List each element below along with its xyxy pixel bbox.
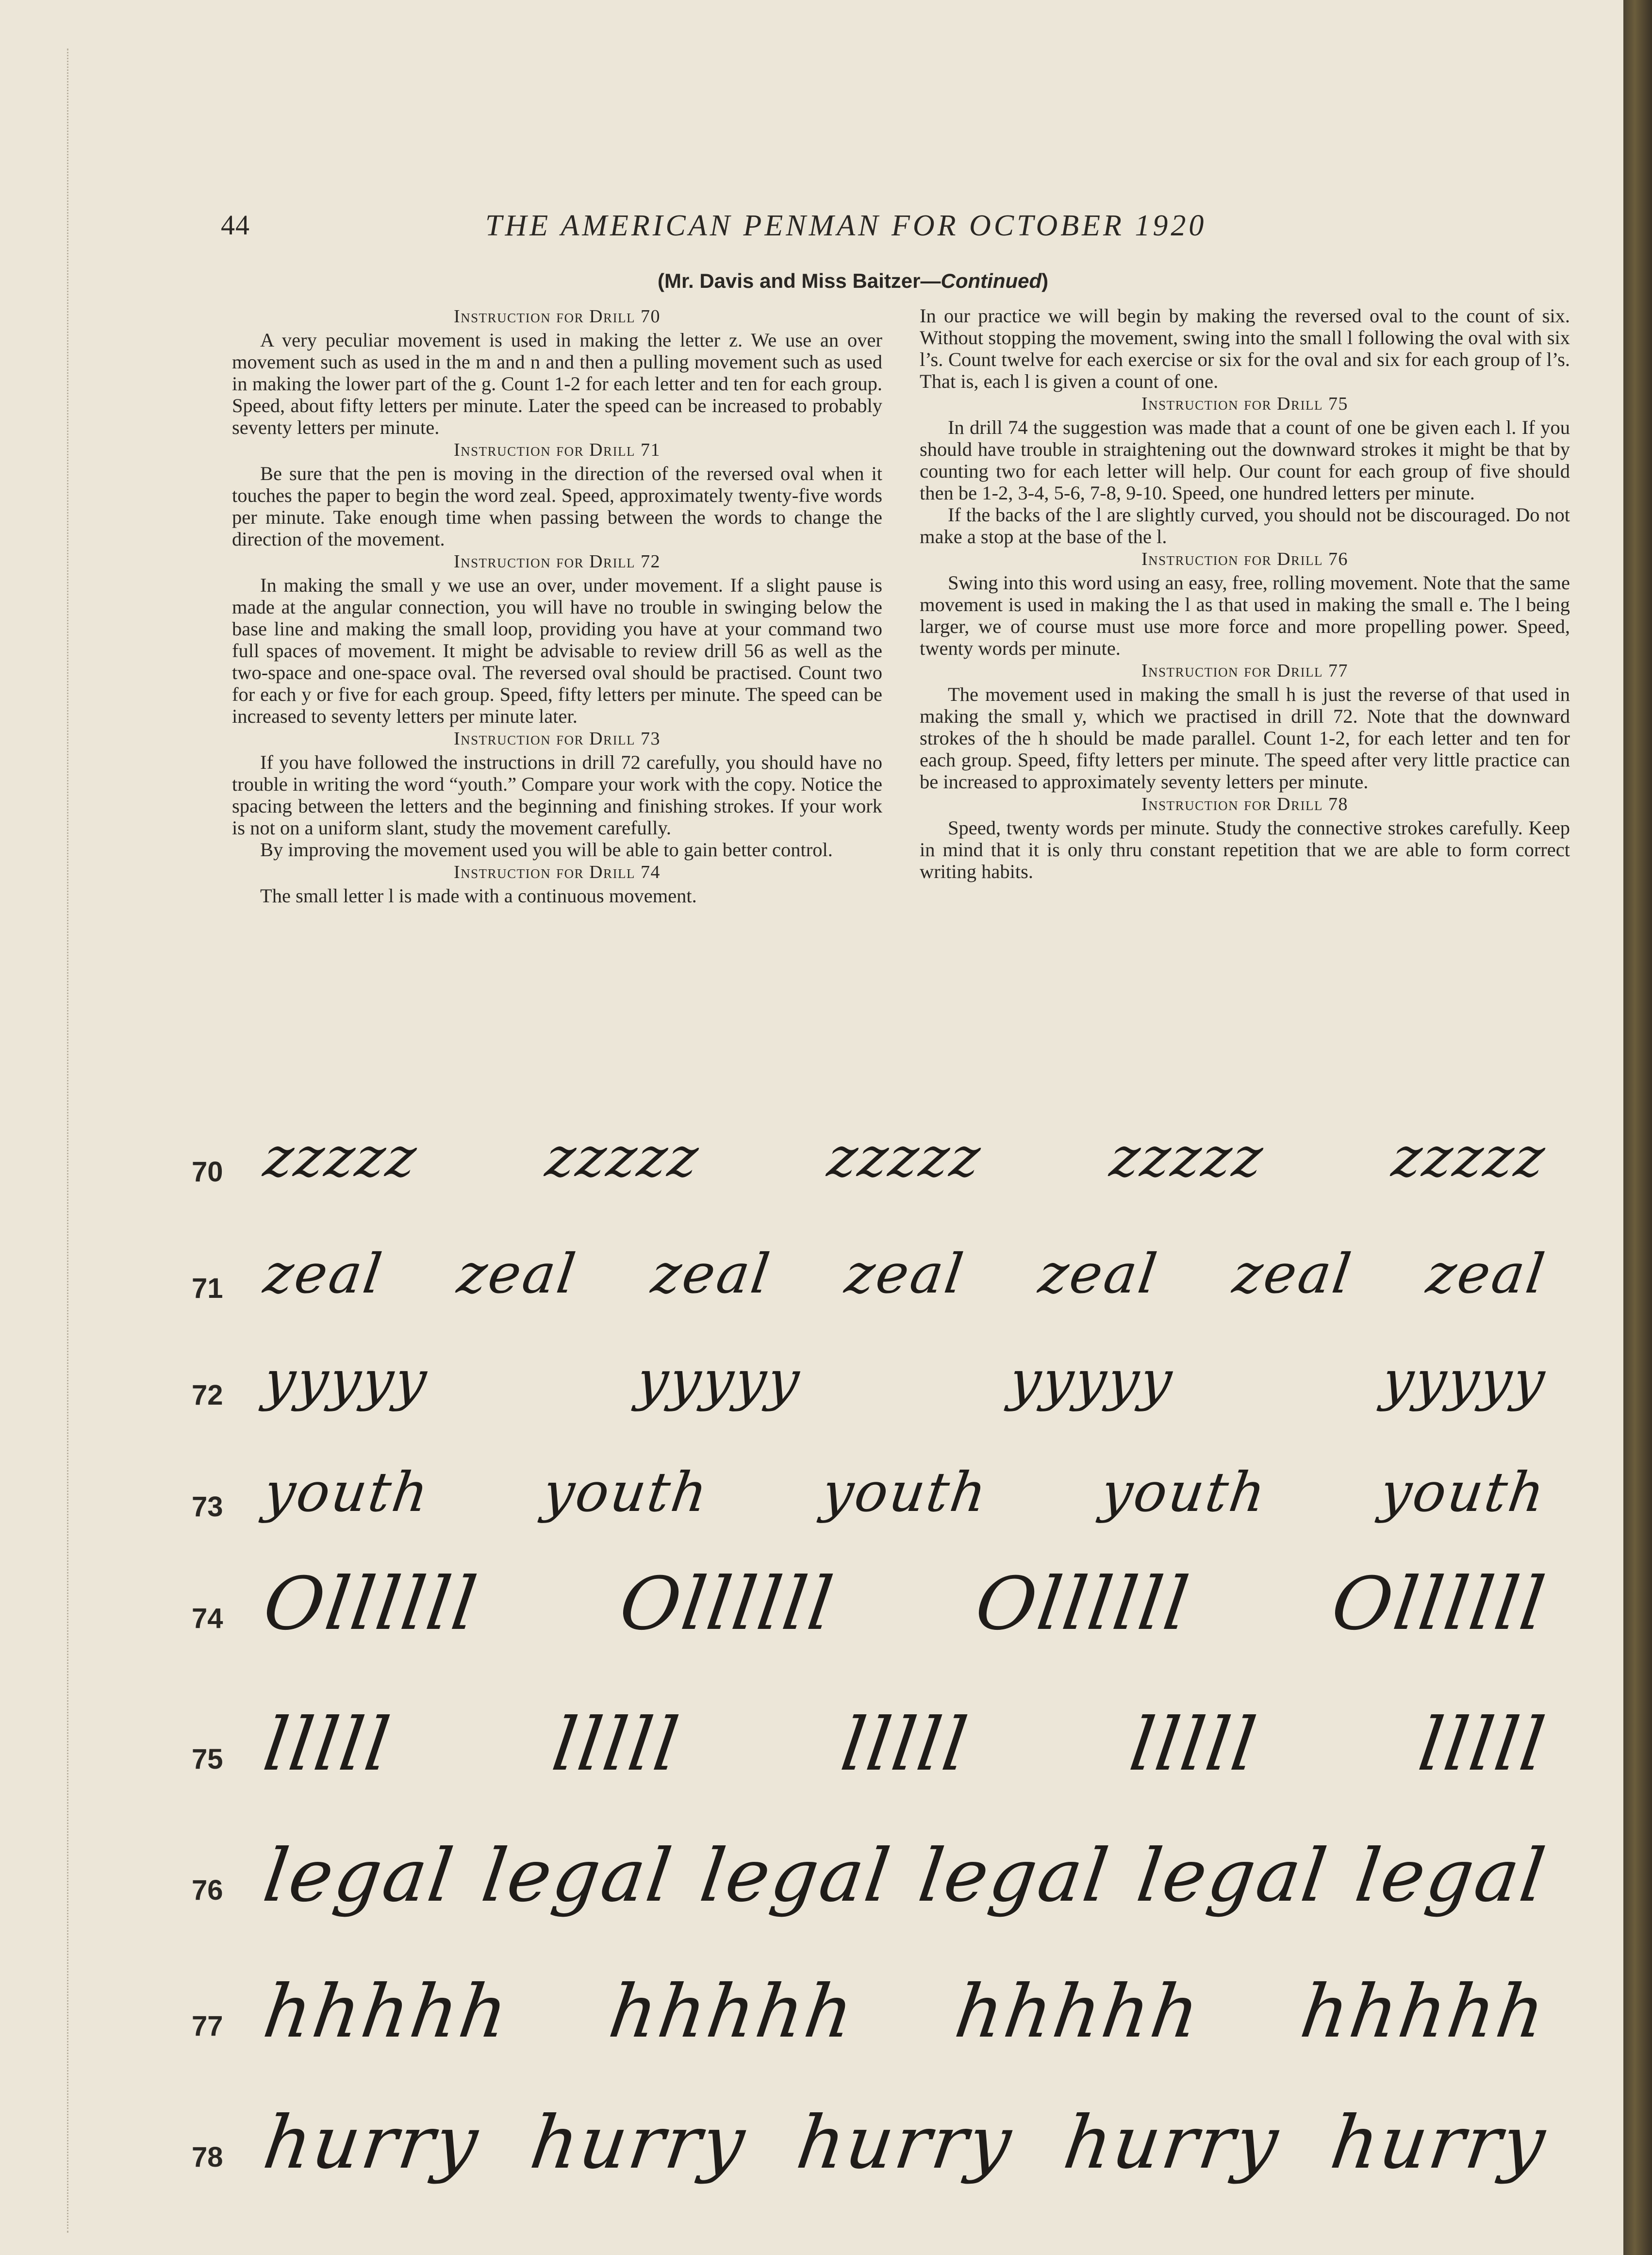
script-group: legal — [695, 1834, 897, 1918]
drill-72-heading: Instruction for Drill 72 — [453, 551, 661, 572]
script-group: zeal — [1035, 1243, 1163, 1306]
drill-76-paragraph: Swing into this word using an easy, free, rolling movement. Note that the same movement is used in making the l as that used in making the small e. The l being larger, we of course must use more force and more propelling power. Speed, twenty words per minute. — [920, 572, 1570, 659]
script-group: legal — [1350, 1834, 1552, 1918]
script-group: yyyyy — [1005, 1349, 1178, 1412]
script-group: yyyyy — [632, 1349, 805, 1412]
script-group: Ollllll — [614, 1562, 840, 1646]
script-group: Ollllll — [971, 1562, 1196, 1646]
script-group: yyyyy — [1378, 1349, 1551, 1412]
byline-names: (Mr. Davis and Miss Baitzer— — [658, 269, 941, 292]
drill-75-heading: Instruction for Drill 75 — [1141, 394, 1349, 414]
running-title: THE AMERICAN PENMAN FOR OCTOBER 1920 — [485, 209, 1207, 242]
script-group: youth — [1376, 1461, 1551, 1524]
drill-number: 78 — [192, 2141, 223, 2173]
drill-73-paragraph: If you have followed the instructions in drill 72 carefully, you should have no trouble in writing the word “youth.” Compare your work with the copy. Notice the spacing between the letters and the beginning and finishing strokes. If your work is not on a uniform slant, study the movement carefully. — [232, 751, 882, 839]
script-group: zeal — [1422, 1243, 1551, 1306]
script-group: legal — [258, 1834, 460, 1918]
page-number: 44 — [221, 209, 250, 241]
article-byline — [658, 269, 1191, 293]
script-specimen — [260, 1340, 1551, 1422]
script-group: hurry — [1058, 2101, 1285, 2185]
drill-number: 75 — [192, 1743, 223, 1775]
script-group: hhhhh — [604, 1970, 860, 2054]
script-group: hhhhh — [950, 1970, 1206, 2054]
script-specimen — [258, 1562, 1552, 1646]
drill-row-78 — [192, 2101, 1552, 2185]
script-group: lllll — [1124, 1703, 1263, 1787]
script-group: youth — [818, 1461, 992, 1524]
left-column — [232, 305, 882, 907]
script-group: hurry — [1325, 2101, 1552, 2185]
drill-number: 72 — [192, 1379, 223, 1411]
script-specimen — [258, 1834, 1552, 1918]
script-group: zzzzz — [260, 1126, 422, 1189]
script-specimen — [260, 1233, 1551, 1315]
script-group: legal — [913, 1834, 1115, 1918]
next-page-edge — [1623, 0, 1652, 2255]
drill-77-heading: Instruction for Drill 77 — [1141, 661, 1349, 681]
drill-row-72 — [192, 1340, 1551, 1422]
drill-71-heading: Instruction for Drill 71 — [453, 440, 661, 460]
script-group: hurry — [258, 2101, 485, 2185]
script-group: hhhhh — [258, 1970, 515, 2054]
drill-77-paragraph: The movement used in making the small h is just the reverse of that used in making the small y, which we practised in drill 72. Note that the downward strokes of the h should be made parallel. Count 1-2, for each letter and ten for each group. Speed, fifty letters per minute. The speed after very little practice can be increased to approximately seventy letters per minute. — [920, 683, 1570, 793]
script-specimen — [260, 1451, 1551, 1534]
script-group: lllll — [258, 1703, 397, 1787]
drill-row-73 — [192, 1451, 1551, 1534]
drill-75-paragraph: If the backs of the l are slightly curved, you should not be discouraged. Do not make a stop at the base of the l. — [920, 504, 1570, 547]
drill-row-75 — [192, 1703, 1552, 1787]
drill-71-paragraph: Be sure that the pen is moving in the direction of the reversed oval when it touches the paper to begin the word zeal. Speed, approximately twenty-five words per minute. Take enough time when passing between the words to change the direction of the movement. — [232, 463, 882, 550]
drill-number: 74 — [192, 1603, 223, 1634]
page-header — [221, 209, 1327, 262]
script-group: zeal — [647, 1243, 775, 1306]
script-group: lllll — [547, 1703, 686, 1787]
drill-number: 77 — [192, 2010, 223, 2042]
drill-70-heading: Instruction for Drill 70 — [453, 306, 661, 327]
script-group: youth — [260, 1461, 434, 1524]
script-group: zzzzz — [1388, 1126, 1551, 1189]
script-group: hurry — [792, 2101, 1018, 2185]
drill-78-heading: Instruction for Drill 78 — [1141, 794, 1349, 814]
script-group: zeal — [1229, 1243, 1356, 1306]
script-group: youth — [539, 1461, 713, 1524]
script-group: Ollllll — [258, 1562, 484, 1646]
drill-74-heading: Instruction for Drill 74 — [453, 862, 661, 882]
script-specimen — [258, 1703, 1552, 1787]
drill-70-paragraph: A very peculiar movement is used in making the letter z. We use an over movement such as used in the m and n and then a pulling movement such as used in making the lower part of the g. Count 1-2 for each letter and ten for each group. Speed, about fifty letters per minute. Later the speed can be increased to probably seventy letters per minute. — [232, 329, 882, 438]
byline-continued: Continued — [941, 269, 1042, 292]
drill-row-70 — [192, 1116, 1551, 1199]
binding-dotted-line — [67, 49, 68, 2233]
script-group: Ollllll — [1326, 1562, 1552, 1646]
right-column — [920, 305, 1570, 882]
script-group: hhhhh — [1295, 1970, 1552, 2054]
script-group: legal — [1132, 1834, 1334, 1918]
drill-78-paragraph: Speed, twenty words per minute. Study the connective strokes carefully. Keep in mind that it is only thru constant repetition that we are able to form correct writing habits. — [920, 817, 1570, 882]
script-specimen — [260, 1116, 1551, 1199]
byline-close: ) — [1041, 269, 1049, 292]
drill-row-71 — [192, 1233, 1551, 1315]
script-group: zzzzz — [1106, 1126, 1268, 1189]
script-specimen — [258, 2101, 1552, 2185]
drill-72-paragraph: In making the small y we use an over, under movement. If a slight pause is made at the angular connection, you will have no trouble in swinging below the base line and making the small loop, providing you have at your command two full spaces of movement. It might be advisable to review drill 56 as well as the two-space and one-space oval. The reversed oval should be practised. Count two for each y or five for each group. Speed, fifty letters per minute. The speed can be increased to seventy letters per minute later. — [232, 574, 882, 727]
script-group: zeal — [841, 1243, 969, 1306]
script-group: hurry — [525, 2101, 752, 2185]
drill-number: 73 — [192, 1491, 223, 1523]
drill-row-77 — [192, 1970, 1552, 2054]
drill-74-continuation: In our practice we will begin by making the reversed oval to the count of six. Without stopping the movement, swing into the small l following the oval with six l’s. Count twelve for each exercise or six for the oval and six for each group of l’s. That is, each l is given a count of one. — [920, 305, 1570, 392]
script-group: lllll — [1413, 1703, 1552, 1787]
script-group: yyyyy — [260, 1349, 432, 1412]
drill-number: 76 — [192, 1874, 223, 1906]
script-group: youth — [1097, 1461, 1272, 1524]
drill-76-heading: Instruction for Drill 76 — [1141, 549, 1349, 569]
script-group: zzzzz — [824, 1126, 986, 1189]
script-group: zeal — [260, 1243, 388, 1306]
drill-74-paragraph: The small letter l is made with a continuous movement. — [260, 885, 697, 907]
drill-73-heading: Instruction for Drill 73 — [453, 729, 661, 749]
script-group: zzzzz — [542, 1126, 704, 1189]
drill-row-74 — [192, 1562, 1552, 1646]
script-specimen — [258, 1970, 1552, 2054]
drill-number: 70 — [192, 1156, 223, 1188]
script-group: zeal — [454, 1243, 581, 1306]
drill-row-76 — [192, 1834, 1552, 1918]
drill-73-paragraph: By improving the movement used you will be able to gain better control. — [260, 839, 833, 861]
script-group: lllll — [836, 1703, 975, 1787]
drill-number: 71 — [192, 1273, 223, 1304]
script-group: legal — [477, 1834, 678, 1918]
drill-75-paragraph: In drill 74 the suggestion was made that a count of one be given each l. If you should have trouble in straightening out the downward strokes it might be that by counting two for each letter will help. Our count for each group of five should then be 1-2, 3-4, 5-6, 7-8, 9-10. Speed, one hundred letters per minute. — [920, 416, 1570, 504]
